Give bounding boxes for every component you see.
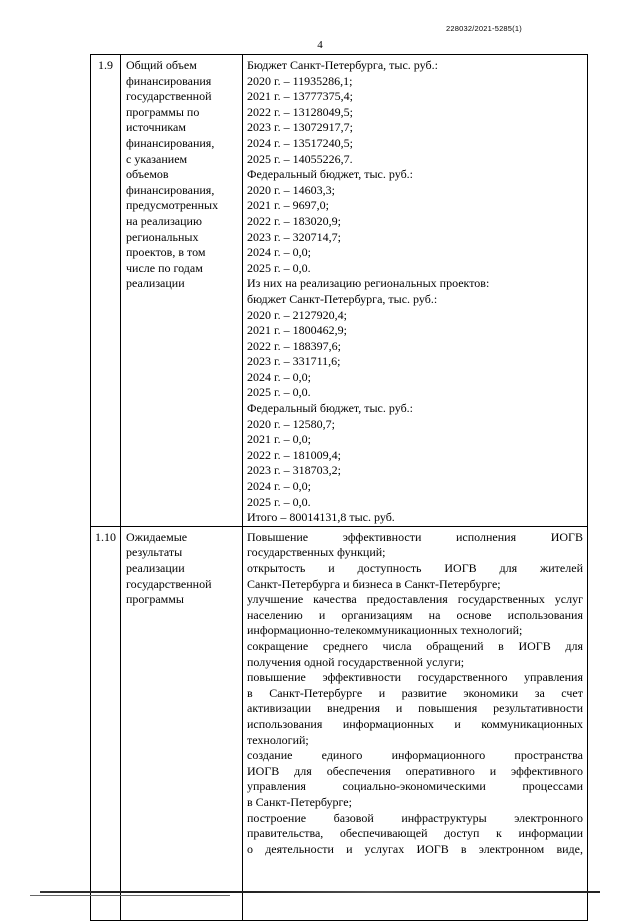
value-line: 2025 г. – 14055226,7. xyxy=(247,151,353,166)
value-line: в Санкт-Петербурге; xyxy=(247,794,352,809)
row-label xyxy=(121,526,243,920)
value-line: создание единого информационного пространства xyxy=(247,748,583,763)
value-line: 2023 г. – 318703,2; xyxy=(247,463,341,478)
value-line: 2021 г. – 1800462,9; xyxy=(247,323,347,338)
value-line: построение базовой инфраструктуры электронного xyxy=(247,810,583,825)
value-line: 2023 г. – 320714,7; xyxy=(247,229,341,244)
value-line: 2023 г. – 13072917,7; xyxy=(247,120,353,135)
value-line: Из них на реализацию региональных проектов: xyxy=(247,276,490,291)
label-line: финансирования, xyxy=(126,182,215,197)
value-line: в Санкт-Петербурге и развитие экономики за счет xyxy=(247,685,583,700)
value-line: 2020 г. – 12580,7; xyxy=(247,416,335,431)
value-line: информационно-телекоммуникационных технологий; xyxy=(247,623,523,638)
scan-edge-line xyxy=(40,891,600,893)
label-line: программы xyxy=(126,592,184,607)
value-line: открытость и доступность ИОГВ для жителей xyxy=(247,561,583,575)
value-line: управления социально-экономическими процессами xyxy=(247,779,583,794)
value-line: правительства, обеспечивающей доступ к информации xyxy=(247,826,583,841)
label-line: реализации xyxy=(126,561,185,575)
page-number: 4 xyxy=(317,39,323,51)
label-line: региональных xyxy=(126,229,199,244)
scan-edge-line xyxy=(30,895,230,896)
value-line: населению и организациям на основе использования xyxy=(247,607,583,622)
value-line: государственных функций; xyxy=(247,545,386,560)
label-line: источникам xyxy=(126,120,186,135)
label-line: Ожидаемые xyxy=(126,529,188,544)
value-line: Итого – 80014131,8 тыс. руб. xyxy=(247,510,395,525)
label-line: с указанием xyxy=(126,151,188,166)
document-id: 228032/2021-5285(1) xyxy=(446,24,522,33)
value-line: о деятельности и услугах ИОГВ в электронном виде, xyxy=(247,841,583,856)
label-line: объемов xyxy=(126,167,169,182)
value-line: сокращение среднего числа обращений в ИОГВ для xyxy=(247,638,583,653)
value-line: 2025 г. – 0,0. xyxy=(247,260,311,275)
value-line: бюджет Санкт-Петербурга, тыс. руб.: xyxy=(247,291,438,306)
label-line: предусмотренных xyxy=(126,198,219,213)
row-value xyxy=(243,526,588,920)
value-line: 2023 г. – 331711,6; xyxy=(247,354,341,369)
value-line: 2024 г. – 13517240,5; xyxy=(247,135,353,150)
label-line: финансирования, xyxy=(126,135,215,150)
value-line: Бюджет Санкт-Петербурга, тыс. руб.: xyxy=(247,58,438,72)
value-line: улучшение качества предоставления государственных услуг xyxy=(247,592,583,607)
passport-table xyxy=(90,54,588,921)
table-row xyxy=(91,526,588,920)
label-line: реализации xyxy=(126,276,185,291)
label-line: на реализацию xyxy=(126,213,202,228)
value-line: ИОГВ для обеспечения оперативного и эффективного xyxy=(247,763,583,778)
value-line: Повышение эффективности исполнения ИОГВ xyxy=(247,529,583,544)
value-line: повышение эффективности государственного управления xyxy=(247,670,583,685)
label-line: финансирования xyxy=(126,73,212,88)
table-row xyxy=(91,55,588,527)
label-line: Общий объем xyxy=(126,58,197,72)
value-line: 2025 г. – 0,0. xyxy=(247,494,311,509)
value-line: технологий; xyxy=(247,732,309,747)
value-line: использования информационных и коммуникационных xyxy=(247,716,583,731)
value-line: 2022 г. – 188397,6; xyxy=(247,338,341,353)
value-line: 2020 г. – 2127920,4; xyxy=(247,307,347,322)
label-line: числе по годам xyxy=(126,260,203,275)
value-line: 2022 г. – 13128049,5; xyxy=(247,104,353,119)
row-number: 1.10 xyxy=(91,526,121,920)
value-line: 2024 г. – 0,0; xyxy=(247,479,311,494)
row-label xyxy=(121,55,243,527)
value-line: Федеральный бюджет, тыс. руб.: xyxy=(247,167,414,182)
value-line: 2021 г. – 9697,0; xyxy=(247,198,329,213)
value-line: 2020 г. – 11935286,1; xyxy=(247,73,353,88)
label-line: программы по xyxy=(126,104,200,119)
value-line: 2021 г. – 13777375,4; xyxy=(247,89,353,104)
label-line: государственной xyxy=(126,576,212,591)
value-line: активизации внедрения и повышения результативности xyxy=(247,701,583,716)
value-line: 2024 г. – 0,0; xyxy=(247,245,311,260)
value-line: получения одной государственной услуги; xyxy=(247,654,465,669)
value-line: 2022 г. – 183020,9; xyxy=(247,213,341,228)
value-line: 2021 г. – 0,0; xyxy=(247,432,311,447)
label-line: проектов, в том xyxy=(126,245,206,260)
value-line: 2020 г. – 14603,3; xyxy=(247,182,335,197)
value-line: 2025 г. – 0,0. xyxy=(247,385,311,400)
label-line: государственной xyxy=(126,89,212,104)
value-line: Федеральный бюджет, тыс. руб.: xyxy=(247,401,414,416)
value-line: 2022 г. – 181009,4; xyxy=(247,447,341,462)
row-value xyxy=(243,55,588,527)
value-line: Санкт-Петербурга и бизнеса в Санкт-Петербурге; xyxy=(247,576,501,591)
label-line: результаты xyxy=(126,545,183,560)
value-line: 2024 г. – 0,0; xyxy=(247,369,311,384)
row-number: 1.9 xyxy=(91,55,121,527)
